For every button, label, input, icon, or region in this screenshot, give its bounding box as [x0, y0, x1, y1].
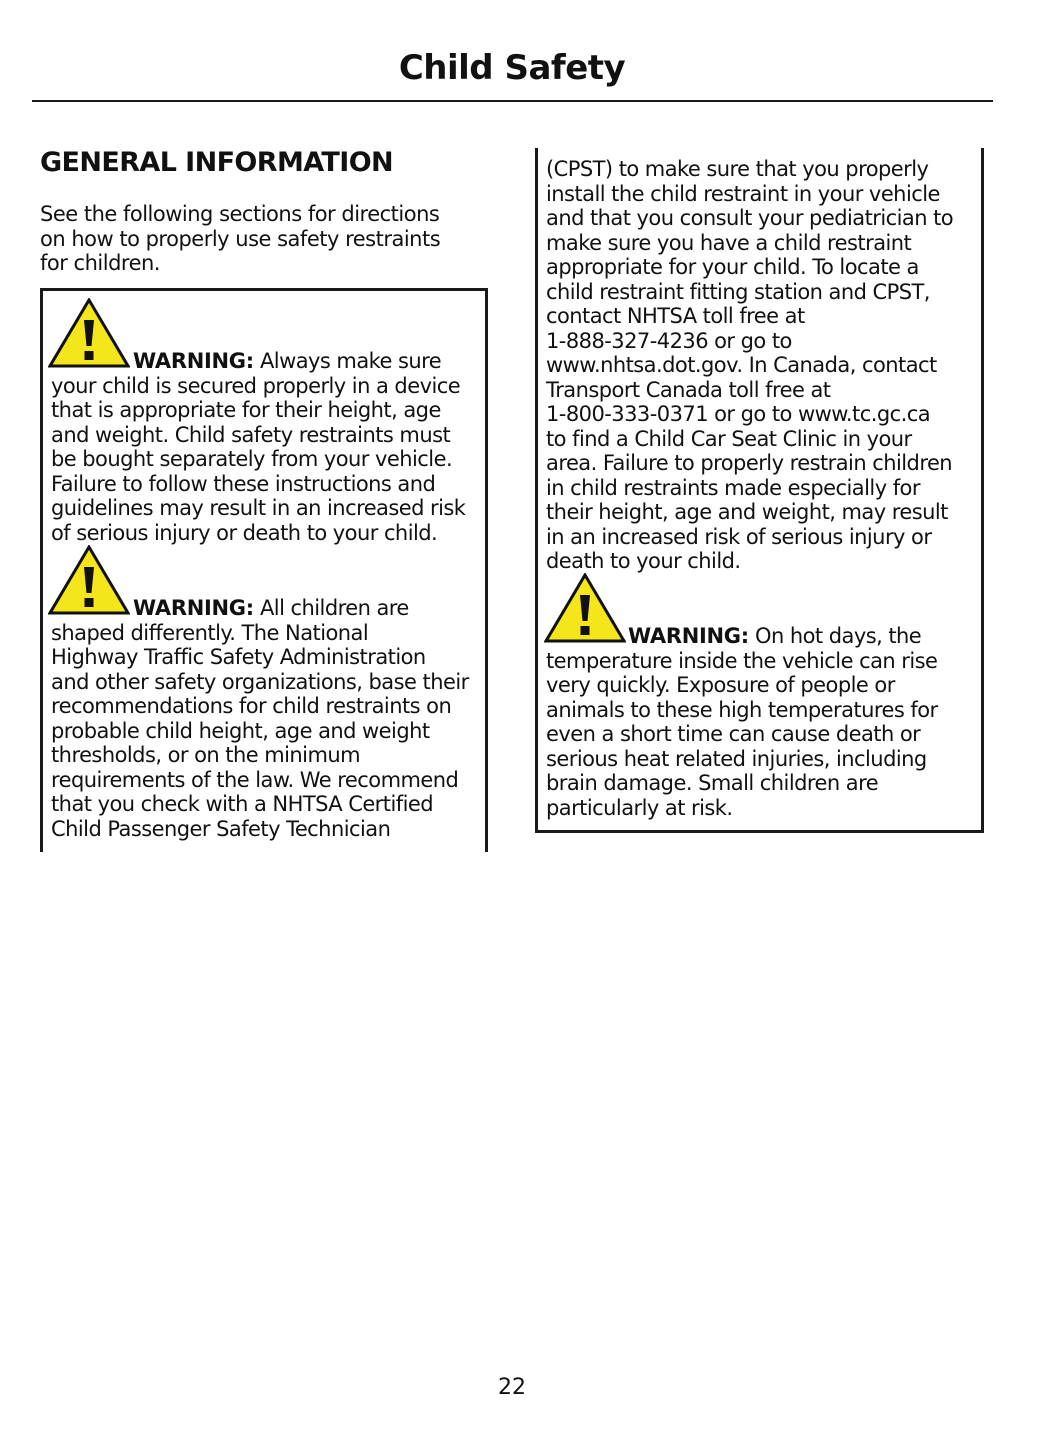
warning-line: very quickly. Exposure of people or	[546, 673, 895, 697]
warning-line: temperature inside the vehicle can rise	[546, 648, 938, 673]
warning-line: (CPST) to make sure that you properly	[546, 157, 929, 181]
warning-2-first-line	[51, 596, 483, 621]
warning-line: shaped differently. The National	[51, 620, 369, 645]
page-title: Child Safety	[398, 48, 626, 88]
warning-line: in an increased risk of serious injury or	[546, 524, 932, 549]
warning-line: guidelines may result in an increased risk	[51, 496, 466, 520]
warning-line: death to your child.	[546, 549, 741, 573]
warning-line: install the child restraint in your vehicle	[546, 181, 940, 206]
warning-line: serious heat related injuries, including	[546, 746, 927, 771]
warning-line: make sure you have a child restraint	[546, 230, 912, 255]
warning-label: WARNING:	[133, 596, 254, 620]
intro-line: for children.	[40, 251, 160, 275]
warning-line: child restraint fitting station and CPST,	[546, 279, 930, 304]
warning-line: particularly at risk.	[546, 795, 733, 820]
page-number: 22	[498, 1375, 526, 1400]
warning-line: appropriate for your child. To locate a	[546, 255, 919, 279]
warning-2-text	[51, 596, 483, 841]
intro-line: on how to properly use safety restraints	[40, 226, 441, 251]
warning-1-first-line	[51, 349, 483, 374]
warning-line: requirements of the law. We recommend	[51, 767, 459, 792]
warning-line: Highway Traffic Safety Administration	[51, 645, 426, 669]
warning-line: contact NHTSA toll free at	[546, 304, 805, 328]
warning-line: even a short time can cause death or	[546, 722, 921, 746]
warning-line: recommendations for child restraints on	[51, 694, 452, 718]
warning-line: that is appropriate for their height, age	[51, 398, 441, 422]
warning-line: brain damage. Small children are	[546, 771, 879, 795]
warning-line: in child restraints made especially for	[546, 475, 920, 500]
intro-paragraph	[40, 202, 480, 276]
warning-line: and weight. Child safety restraints must	[51, 422, 451, 447]
warning-2-continued-text	[546, 157, 978, 574]
warning-line: that you check with a NHTSA Certified	[51, 792, 434, 816]
warning-line: and other safety organizations, base their	[51, 669, 469, 694]
warning-1-text	[51, 349, 483, 545]
warning-line: thresholds, or on the minimum	[51, 743, 361, 767]
warning-line: www.nhtsa.dot.gov. In Canada, contact	[546, 353, 937, 377]
warning-line: All children are	[259, 596, 409, 620]
warning-line: to find a Child Car Seat Clinic in your	[546, 426, 912, 451]
intro-line: See the following sections for directions	[40, 202, 440, 226]
warning-label: WARNING:	[133, 349, 254, 373]
warning-line: Transport Canada toll free at	[546, 377, 831, 402]
warning-line: 1-888-327-4236 or go to	[546, 328, 792, 353]
warning-line: your child is secured properly in a device	[51, 373, 461, 398]
warning-line: of serious injury or death to your child.	[51, 520, 438, 545]
warning-line: and that you consult your pediatrician to	[546, 206, 954, 230]
warning-line: be bought separately from your vehicle.	[51, 447, 453, 471]
warning-line: probable child height, age and weight	[51, 718, 430, 743]
warning-line: area. Failure to properly restrain children	[546, 451, 953, 475]
warning-line: animals to these high temperatures for	[546, 697, 938, 722]
warning-line: Failure to follow these instructions and	[51, 471, 436, 496]
title-divider	[32, 100, 993, 102]
warning-label: WARNING:	[628, 624, 749, 648]
warning-3-text	[546, 624, 978, 820]
warning-line: 1-800-333-0371 or go to www.tc.gc.ca	[546, 402, 931, 426]
warning-line: Child Passenger Safety Technician	[51, 816, 391, 841]
warning-line: their height, age and weight, may result	[546, 500, 948, 524]
warning-3-first-line	[546, 624, 978, 649]
section-heading: GENERAL INFORMATION	[40, 147, 394, 178]
warning-line: On hot days, the	[754, 624, 922, 648]
warning-line: Always make sure	[259, 349, 442, 373]
